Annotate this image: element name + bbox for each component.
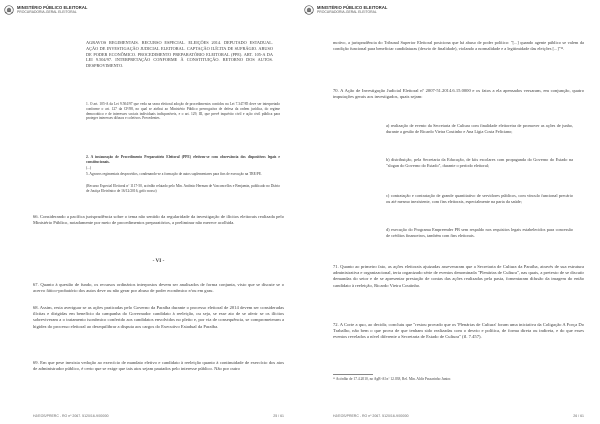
list-item-d: d) execução do Programa Empreender PB sem respaldo nos requisitos legais estabelecidos para concessão de créditos financeiros, também com fins eleitorais.	[386, 227, 573, 238]
org-name: MINISTÉRIO PÚBLICO ELEITORAL	[17, 5, 88, 10]
paragraph-68: 68. Assim, resta averiguar se as ações praticadas pelo Governo da Paraíba durante o processo eleitoral de 2014 devem ser consideradas ilícitas e dirigidas em benefício da campanha do Governador candidato à reeleição, ou seja, se esse ato de se aferir se os ilícitos sobreviveram a o tratamento isonômico conferido aos candidatos envolvidos no pleito e, por via de consequência, se comprometeram a higidez do processo eleitoral ao desequilibrar a disputa aos cargos do Executivo Estadual da Paraíba.	[33, 305, 284, 329]
paragraph-69: 69. Em que pese inexista vedação ao exercício de mandato eletivo e candidato à reeleição quanto à continuidade de exercício dos atos de administrador público, é certo que se exige que tais atos sejam pautados pelo interesse público. Não por outro	[33, 360, 284, 372]
list-item-c: c) contratação e contratação de grande quantitativo de servidores públicos, com vínculo funcional precário ou até mesmo inexistente, com fins eleitorais, especialmente na parta da saúde;	[386, 193, 573, 204]
coat-of-arms-icon	[304, 5, 314, 15]
page-footer	[333, 414, 584, 418]
org-name: MINISTÉRIO PÚBLICO ELEITORAL	[317, 5, 388, 10]
list-item-b: b) distribuição, pela Secretaria da Educação, de kits escolares com propaganda do Governo do Estado na "slogan do Governo do Estado", durante o período eleitoral;	[386, 157, 573, 168]
paragraph-67: 67. Quanto à questão de fundo, os recursos ordinários interpostos devem ser analisados de forma conjunta, visto que se discute se o acervo fático-probatório dos autos deve ou não gerar por abuso de poder econômico e/ou em grau.	[33, 282, 284, 294]
footnote: ¹¹ Acórdão de 17.4.2010, no AgR-AI nº 12.038, Rel. Min. Aldir Passarinho Junior.	[333, 377, 452, 381]
coat-of-arms-icon	[4, 5, 14, 15]
paragraph-70: 70. A Ação de Investigação Judicial Eleitoral nº 2007-51.2014.6.15.0000 e os fatos a ela apensados versaram, em conjunção, quatro imputações gerais aos investigados, quais sejam:	[333, 88, 584, 100]
intro-paragraph: motivo, a jurisprudência do Tribunal Superior Eleitoral posiciona que há abuso de poder político: "[...] quando agente público se valem da condição funcional para beneficiar candidaturas (desvio de finalidade), violando a normalidade e a legitimidade das eleições [...]"¹¹.	[333, 40, 584, 51]
footer-reference: HJ/EOS/PRERC - RO nº 2067. 5120/16-9/00000	[33, 414, 109, 418]
ementa-item-1: 1. O art. 105-A da Lei 9.504/97 que veda na seara eleitoral adoção de procedimentos contidos na Lei 7.347/85 deve ser interpretado conforme o art. 127 da CF/88, no qual se atribui ao Ministério Público prerrogativa de defesa da ordem jurídica, do regime democrático e de interesses sociais individuais indisponíveis, e o art. 129, III, que prevê inquérito civil e ação civil pública para proteger interesses difusos e coletivos. Precedentes.	[86, 102, 280, 121]
page-header	[4, 5, 88, 15]
page-header	[304, 5, 388, 15]
paragraph-71: 71. Quanto ao primeiro fato, as ações eleitorais ajuizadas asseveraram que a Secretaria de Cultura da Paraíba, através de sua estrutura administrativa e organizacional, teria organizado série de eventos denominada "Plenárias de Cultura", nas quais, a pretexto de se discutir demandas do setor e de se apresentar prestação de contas das ações realizadas pela pasta, fomentaram difusão da imagem do então candidato à reeleição, Ricardo Vieira Coutinho.	[333, 264, 584, 288]
ementa-ellipsis: (...)	[86, 166, 92, 170]
paragraph-66: 66. Considerando a pacífica jurisprudência sobre o tema não sentido da regularidade da investigação de ilícitos eleitorais realizada pelo Ministério Público, notadamente por meio de procedimentos preparatórios, a preliminar não merece acolhida.	[33, 214, 284, 226]
footer-reference: HJ/EOS/PRERC - RO nº 2067. 5120/16-9/00000	[333, 414, 409, 418]
ementa-text: AGRAVOS REGIMENTAIS. RECURSO ESPECIAL. ELEIÇÕES 2014. DEPUTADO ESTADUAL. AÇÃO DE INVESTIGAÇÃO JUDICIAL ELEITORAL. CAPTAÇÃO ILÍCITA DE SUFRÁGIO. ABUSO DE PODER ECONÔMICO. PROCEDIMENTO PREPARATÓRIO ELEITORAL (PPE). ART. 105-A DA LEI 9.504/97. INTERPRETAÇÃO CONFORME À CONSTITUIÇÃO. RETORNO DOS AUTOS. DESPROVIMENTO.	[86, 40, 273, 69]
section-title: - VI -	[152, 258, 165, 264]
dept-name: PROCURADORIA-GERAL ELEITORAL	[317, 10, 377, 14]
footnote-rule	[333, 374, 373, 375]
document-page-right	[300, 0, 600, 424]
paragraph-72: 72. A Corte a quo, ao decidir, concluiu que "restou provado que os 'Plenárias de Cultura' foram uma iniciativa da Coligação A Força Do Trabalho, não bem o que prova de que tenham sido realizadas com o desvio e política, de forma direta ou indireta, e do que esses eventos revelados a nível diferente a Secretaria de Estado de Cultura" (fl. 7.457).	[333, 322, 584, 340]
dept-name: PROCURADORIA-GERAL ELEITORAL	[17, 10, 77, 14]
list-item-a: a) realização de evento da Secretaria de Cultura com finalidade eleitoreira de promover as ações de junho, durante a gestão de Ricardo Vieira Coutinho e Ana Lígia Costa Feliciano;	[386, 123, 573, 134]
ementa-item-5: 5. Agravos regimentais desprovidos, condenando-se a formação de autos suplementares para fins de execução na TRE/PE.	[86, 172, 262, 176]
page-footer	[33, 414, 284, 418]
page-number: 25 / 61	[273, 414, 284, 418]
ementa-item-2: 2. A instauração de Procedimento Preparatório Eleitoral (PPE) efetivou-se com observância dos dispositivos legais e constitucionais.	[86, 155, 280, 164]
ementa-citation: (Recurso Especial Eleitoral nº 1117-50, acórdão relatado pelo Min. Antônio Herman de Vasconcellos e Benjamin, publicado no Diário de Justiça Eletrônico de 16/12/2016, grifo nosso)	[86, 184, 280, 193]
page-number: 26 / 61	[573, 414, 584, 418]
